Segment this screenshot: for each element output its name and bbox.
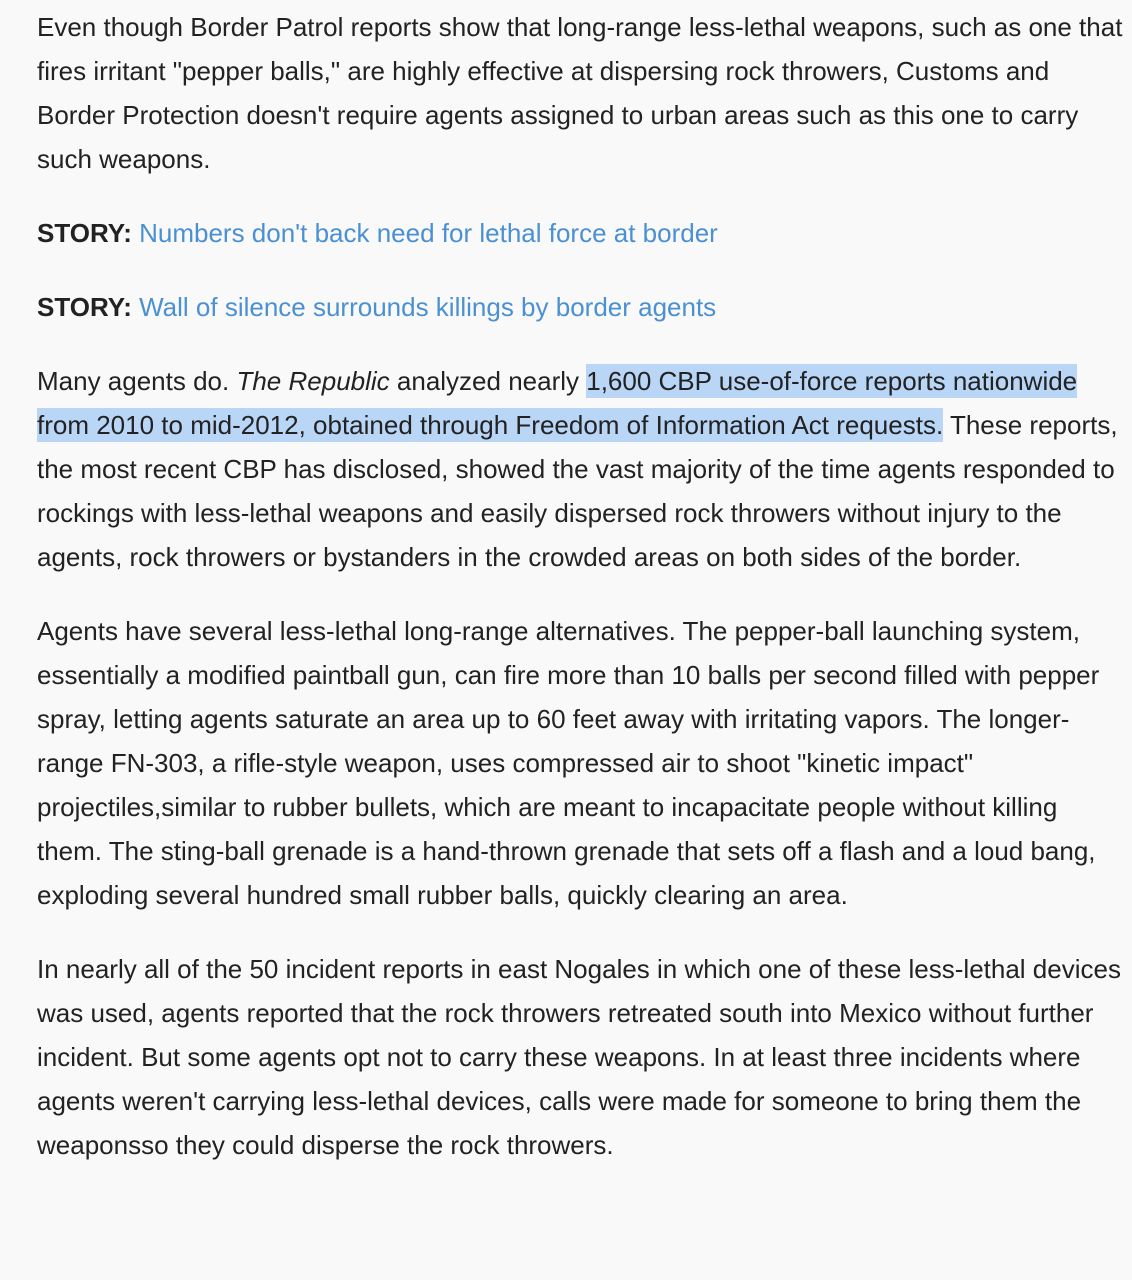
paragraph-alternatives: Agents have several less-lethal long-range alternatives. The pepper-ball launching system, essentially a modified paintball gun, can fire more than 10 balls per second filled with pepper spray, letting agents saturate an area up to 60 feet away with irritating vapors. The longer-range FN-303, a rifle-style weapon, uses compressed air to shoot "kinetic impact" projectiles,similar to rubber bullets, which are meant to incapacitate people without killing them. The sting-ball grenade is a hand-thrown grenade that sets off a flash and a loud bang, exploding several hundred small rubber balls, quickly clearing an area. <box>37 616 1100 910</box>
paragraph-incident-reports: In nearly all of the 50 incident reports in east Nogales in which one of these less-lethal devices was used, agents reported that the rock throwers retreated south into Mexico without further incident. But some agents opt not to carry these weapons. In at least three incidents where agents weren't carrying less-lethal devices, calls were made for someone to bring them the weaponsso they could disperse the rock throwers. <box>37 954 1121 1160</box>
paragraph-intro: Even though Border Patrol reports show that long-range less-lethal weapons, such as one that fires irritant "pepper balls," are highly effective at dispersing rock throwers, Customs and Border Protection doesn't require agents assigned to urban areas such as this one to carry such weapons. <box>37 12 1123 174</box>
story-label: STORY: <box>37 218 132 248</box>
p2-middle: analyzed nearly <box>389 366 587 396</box>
paragraph-republic-analysis <box>37 359 1127 579</box>
selected-text-highlight[interactable]: 1,600 CBP use-of-force reports nationwide from 2010 to mid-2012, obtained through Freedom of Information Act requests. <box>37 366 1078 440</box>
p2-before: Many agents do. <box>37 366 237 396</box>
publication-name: The Republic <box>236 366 390 396</box>
story-link-2 <box>37 285 1127 329</box>
story-link-lethal-force[interactable]: Numbers don't back need for lethal force at border <box>139 218 718 248</box>
story-link-wall-of-silence[interactable]: Wall of silence surrounds killings by border agents <box>139 292 717 322</box>
article-body <box>37 5 1127 1197</box>
p2-after: These reports, the most recent CBP has disclosed, showed the vast majority of the time agents responded to rockings with less-lethal weapons and easily dispersed rock throwers without injury to the agents, rock throwers or bystanders in the crowded areas on both sides of the border. <box>37 410 1118 572</box>
story-label: STORY: <box>37 292 132 322</box>
story-link-1 <box>37 211 1127 255</box>
